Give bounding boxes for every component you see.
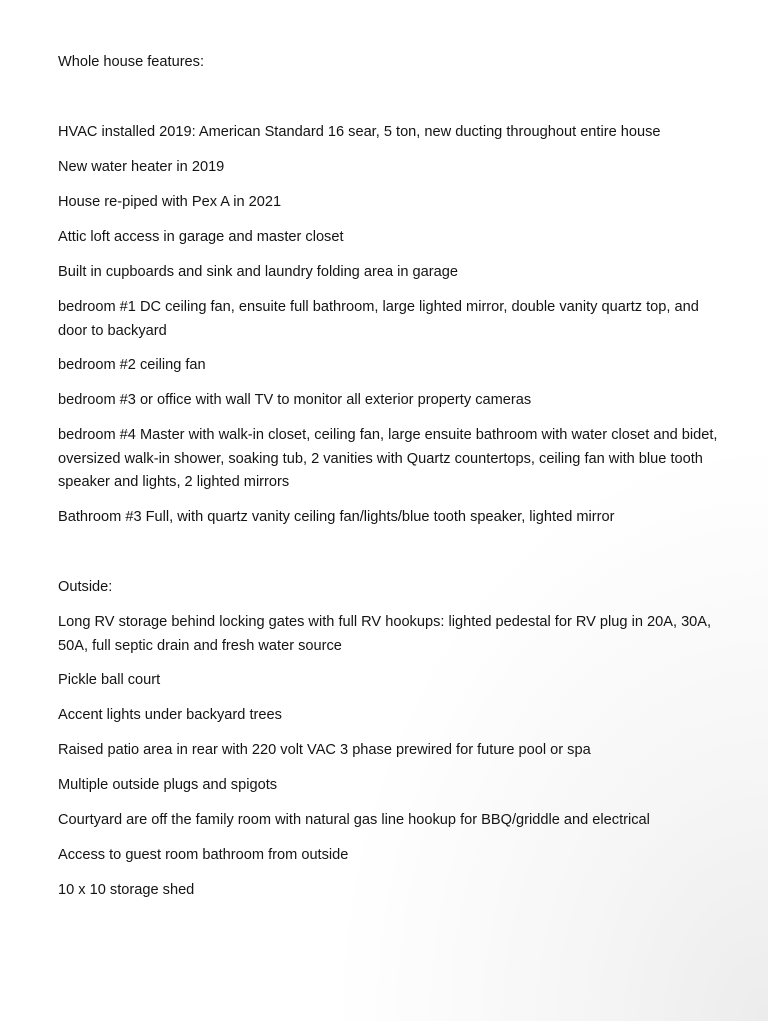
outside-accent-lights: Accent lights under backyard trees xyxy=(58,707,282,723)
outside-plugs-spigots: Multiple outside plugs and spigots xyxy=(58,777,278,793)
outside-pickleball: Pickle ball court xyxy=(58,672,161,688)
outside-guest-bathroom-access: Access to guest room bathroom from outside xyxy=(58,847,349,863)
feature-water-heater: New water heater in 2019 xyxy=(58,159,225,175)
section-heading-whole-house: Whole house features: xyxy=(58,54,205,70)
feature-hvac: HVAC installed 2019: American Standard 16 sear, 5 ton, new ducting throughout entire house xyxy=(58,124,661,140)
feature-bedroom-2: bedroom #2 ceiling fan xyxy=(58,357,206,373)
outside-raised-patio: Raised patio area in rear with 220 volt VAC 3 phase prewired for future pool or spa xyxy=(58,742,591,758)
outside-rv-storage: Long RV storage behind locking gates with full RV hookups: lighted pedestal for RV plug in 20A, 30A, 50A, full septic drain and fresh water source xyxy=(58,614,712,654)
outside-courtyard: Courtyard are off the family room with natural gas line hookup for BBQ/griddle and electrical xyxy=(58,812,650,828)
feature-bedroom-4: bedroom #4 Master with walk-in closet, ceiling fan, large ensuite bathroom with water closet and bidet, oversized walk-in shower, soaking tub, 2 vanities with Quartz countertops, ceiling fan with blue tooth speaker and lights, 2 lighted mirrors xyxy=(58,427,718,490)
feature-attic-access: Attic loft access in garage and master closet xyxy=(58,229,344,245)
feature-bathroom-3: Bathroom #3 Full, with quartz vanity ceiling fan/lights/blue tooth speaker, lighted mirror xyxy=(58,509,615,525)
feature-repipe: House re-piped with Pex A in 2021 xyxy=(58,194,282,210)
feature-bedroom-1: bedroom #1 DC ceiling fan, ensuite full bathroom, large lighted mirror, double vanity quartz top, and door to backyard xyxy=(58,299,699,339)
section-heading-outside: Outside: xyxy=(58,579,113,595)
outside-storage-shed: 10 x 10 storage shed xyxy=(58,882,195,898)
feature-garage-cupboards: Built in cupboards and sink and laundry folding area in garage xyxy=(58,264,458,280)
feature-bedroom-3: bedroom #3 or office with wall TV to monitor all exterior property cameras xyxy=(58,392,532,408)
